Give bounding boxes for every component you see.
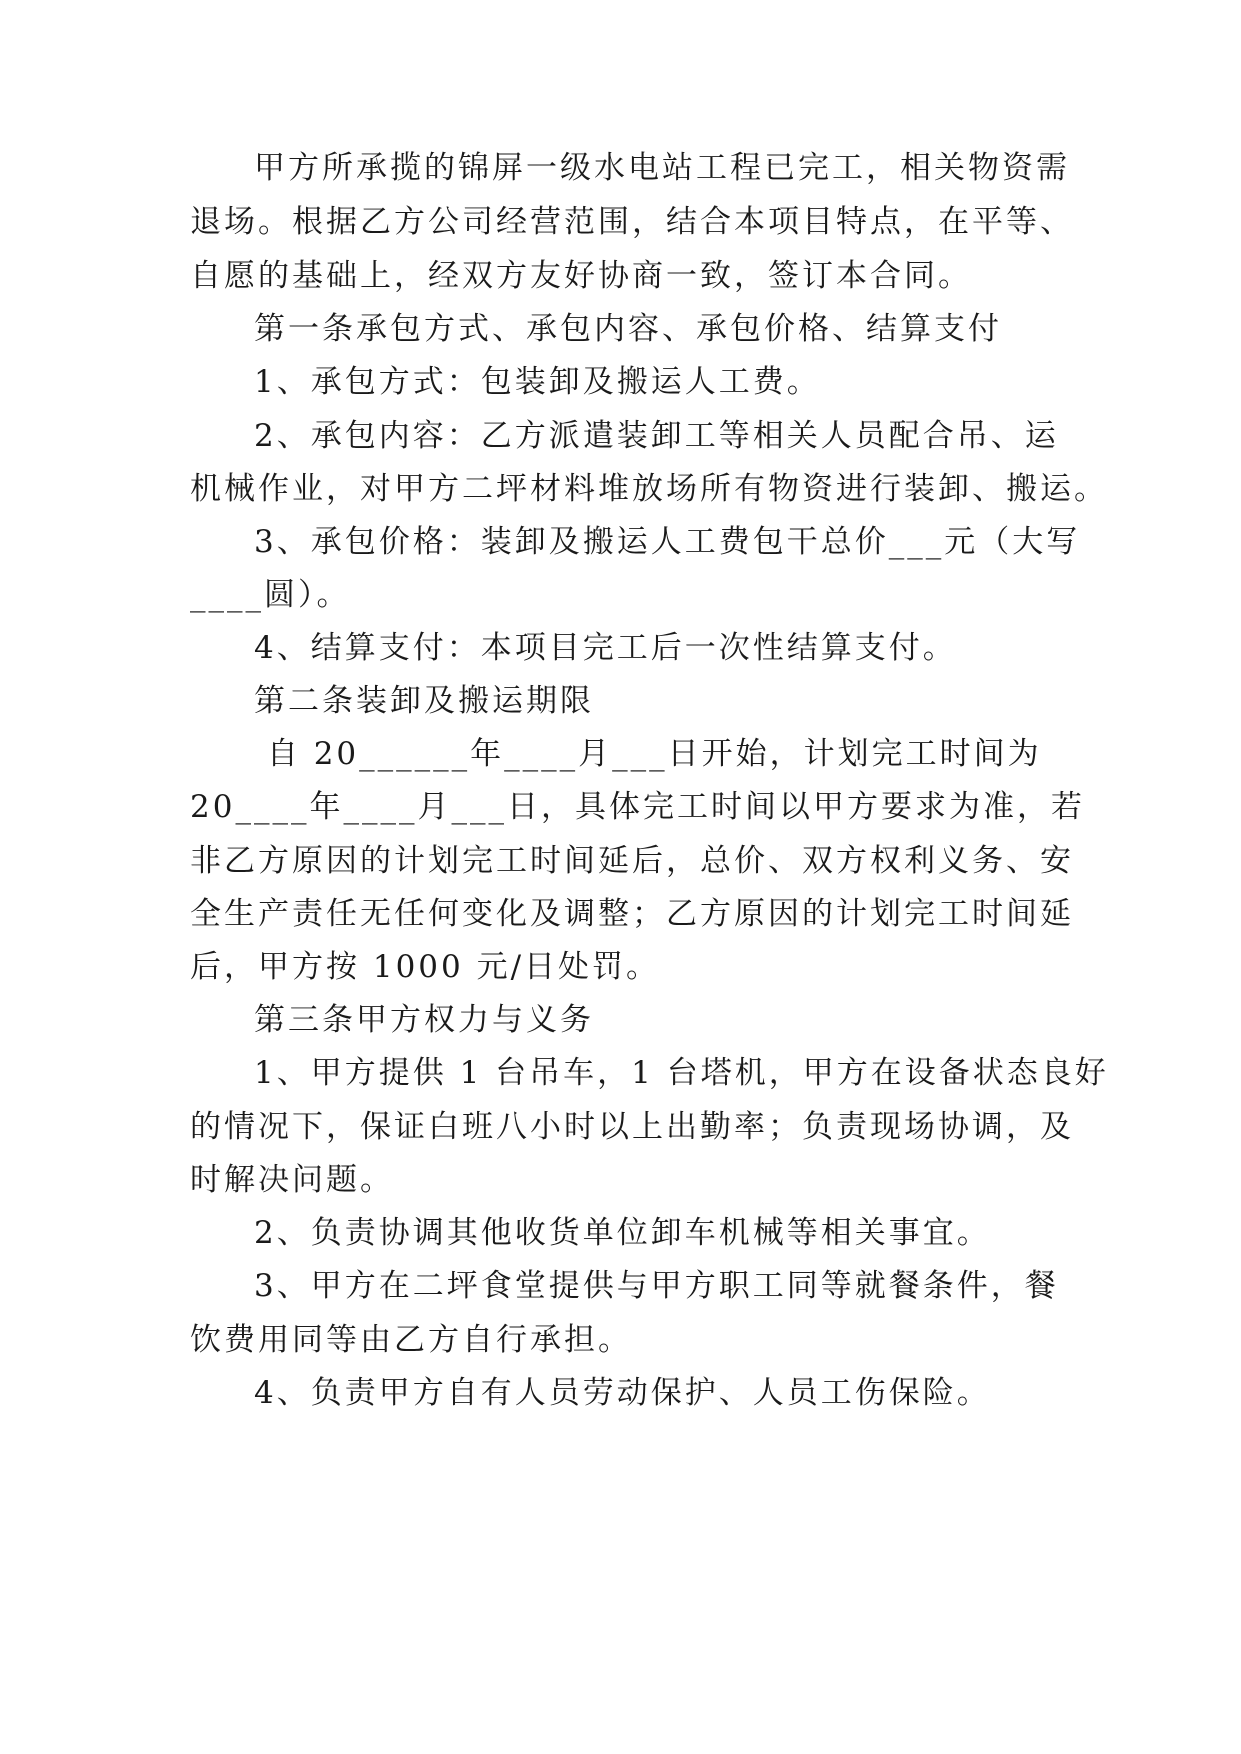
paragraph-line: 20____年____月___日，具体完工时间以甲方要求为准，若 xyxy=(190,789,1085,825)
paragraph-line: 4、结算支付：本项目完工后一次性结算支付。 xyxy=(254,630,957,666)
paragraph-line: 2、负责协调其他收货单位卸车机械等相关事宜。 xyxy=(254,1215,991,1251)
paragraph-line: 时解决问题。 xyxy=(190,1162,394,1198)
paragraph-line: 3、承包价格：装卸及搬运人工费包干总价___元（大写 xyxy=(254,524,1081,560)
section-heading: 第二条装卸及搬运期限 xyxy=(254,683,594,719)
paragraph-line: 的情况下，保证白班八小时以上出勤率；负责现场协调，及 xyxy=(190,1109,1074,1145)
paragraph-line: 3、甲方在二坪食堂提供与甲方职工同等就餐条件，餐 xyxy=(254,1268,1059,1304)
paragraph-line: 退场。根据乙方公司经营范围，结合本项目特点，在平等、 xyxy=(190,204,1074,240)
paragraph-line: 自 20______年____月___日开始，计划完工时间为 xyxy=(254,736,1042,772)
paragraph-line: ____圆）。 xyxy=(190,577,351,613)
paragraph-line: 4、负责甲方自有人员劳动保护、人员工伤保险。 xyxy=(254,1375,991,1411)
paragraph-line: 1、甲方提供 1 台吊车，1 台塔机，甲方在设备状态良好 xyxy=(254,1055,1109,1091)
paragraph-line: 1、承包方式：包装卸及搬运人工费。 xyxy=(254,364,821,400)
paragraph-line: 甲方所承揽的锦屏一级水电站工程已完工，相关物资需 xyxy=(254,150,1070,186)
section-heading: 第三条甲方权力与义务 xyxy=(254,1002,594,1038)
paragraph-line: 饮费用同等由乙方自行承担。 xyxy=(190,1322,632,1358)
paragraph-line: 2、承包内容：乙方派遣装卸工等相关人员配合吊、运 xyxy=(254,418,1059,454)
paragraph-line: 机械作业，对甲方二坪材料堆放场所有物资进行装卸、搬运。 xyxy=(190,471,1108,507)
section-heading: 第一条承包方式、承包内容、承包价格、结算支付 xyxy=(254,311,1002,347)
paragraph-line: 后，甲方按 1000 元/日处罚。 xyxy=(190,949,661,985)
paragraph-line: 非乙方原因的计划完工时间延后，总价、双方权利义务、安 xyxy=(190,843,1074,879)
paragraph-line: 自愿的基础上，经双方友好协商一致，签订本合同。 xyxy=(190,258,972,294)
paragraph-line: 全生产责任无任何变化及调整；乙方原因的计划完工时间延 xyxy=(190,896,1074,932)
